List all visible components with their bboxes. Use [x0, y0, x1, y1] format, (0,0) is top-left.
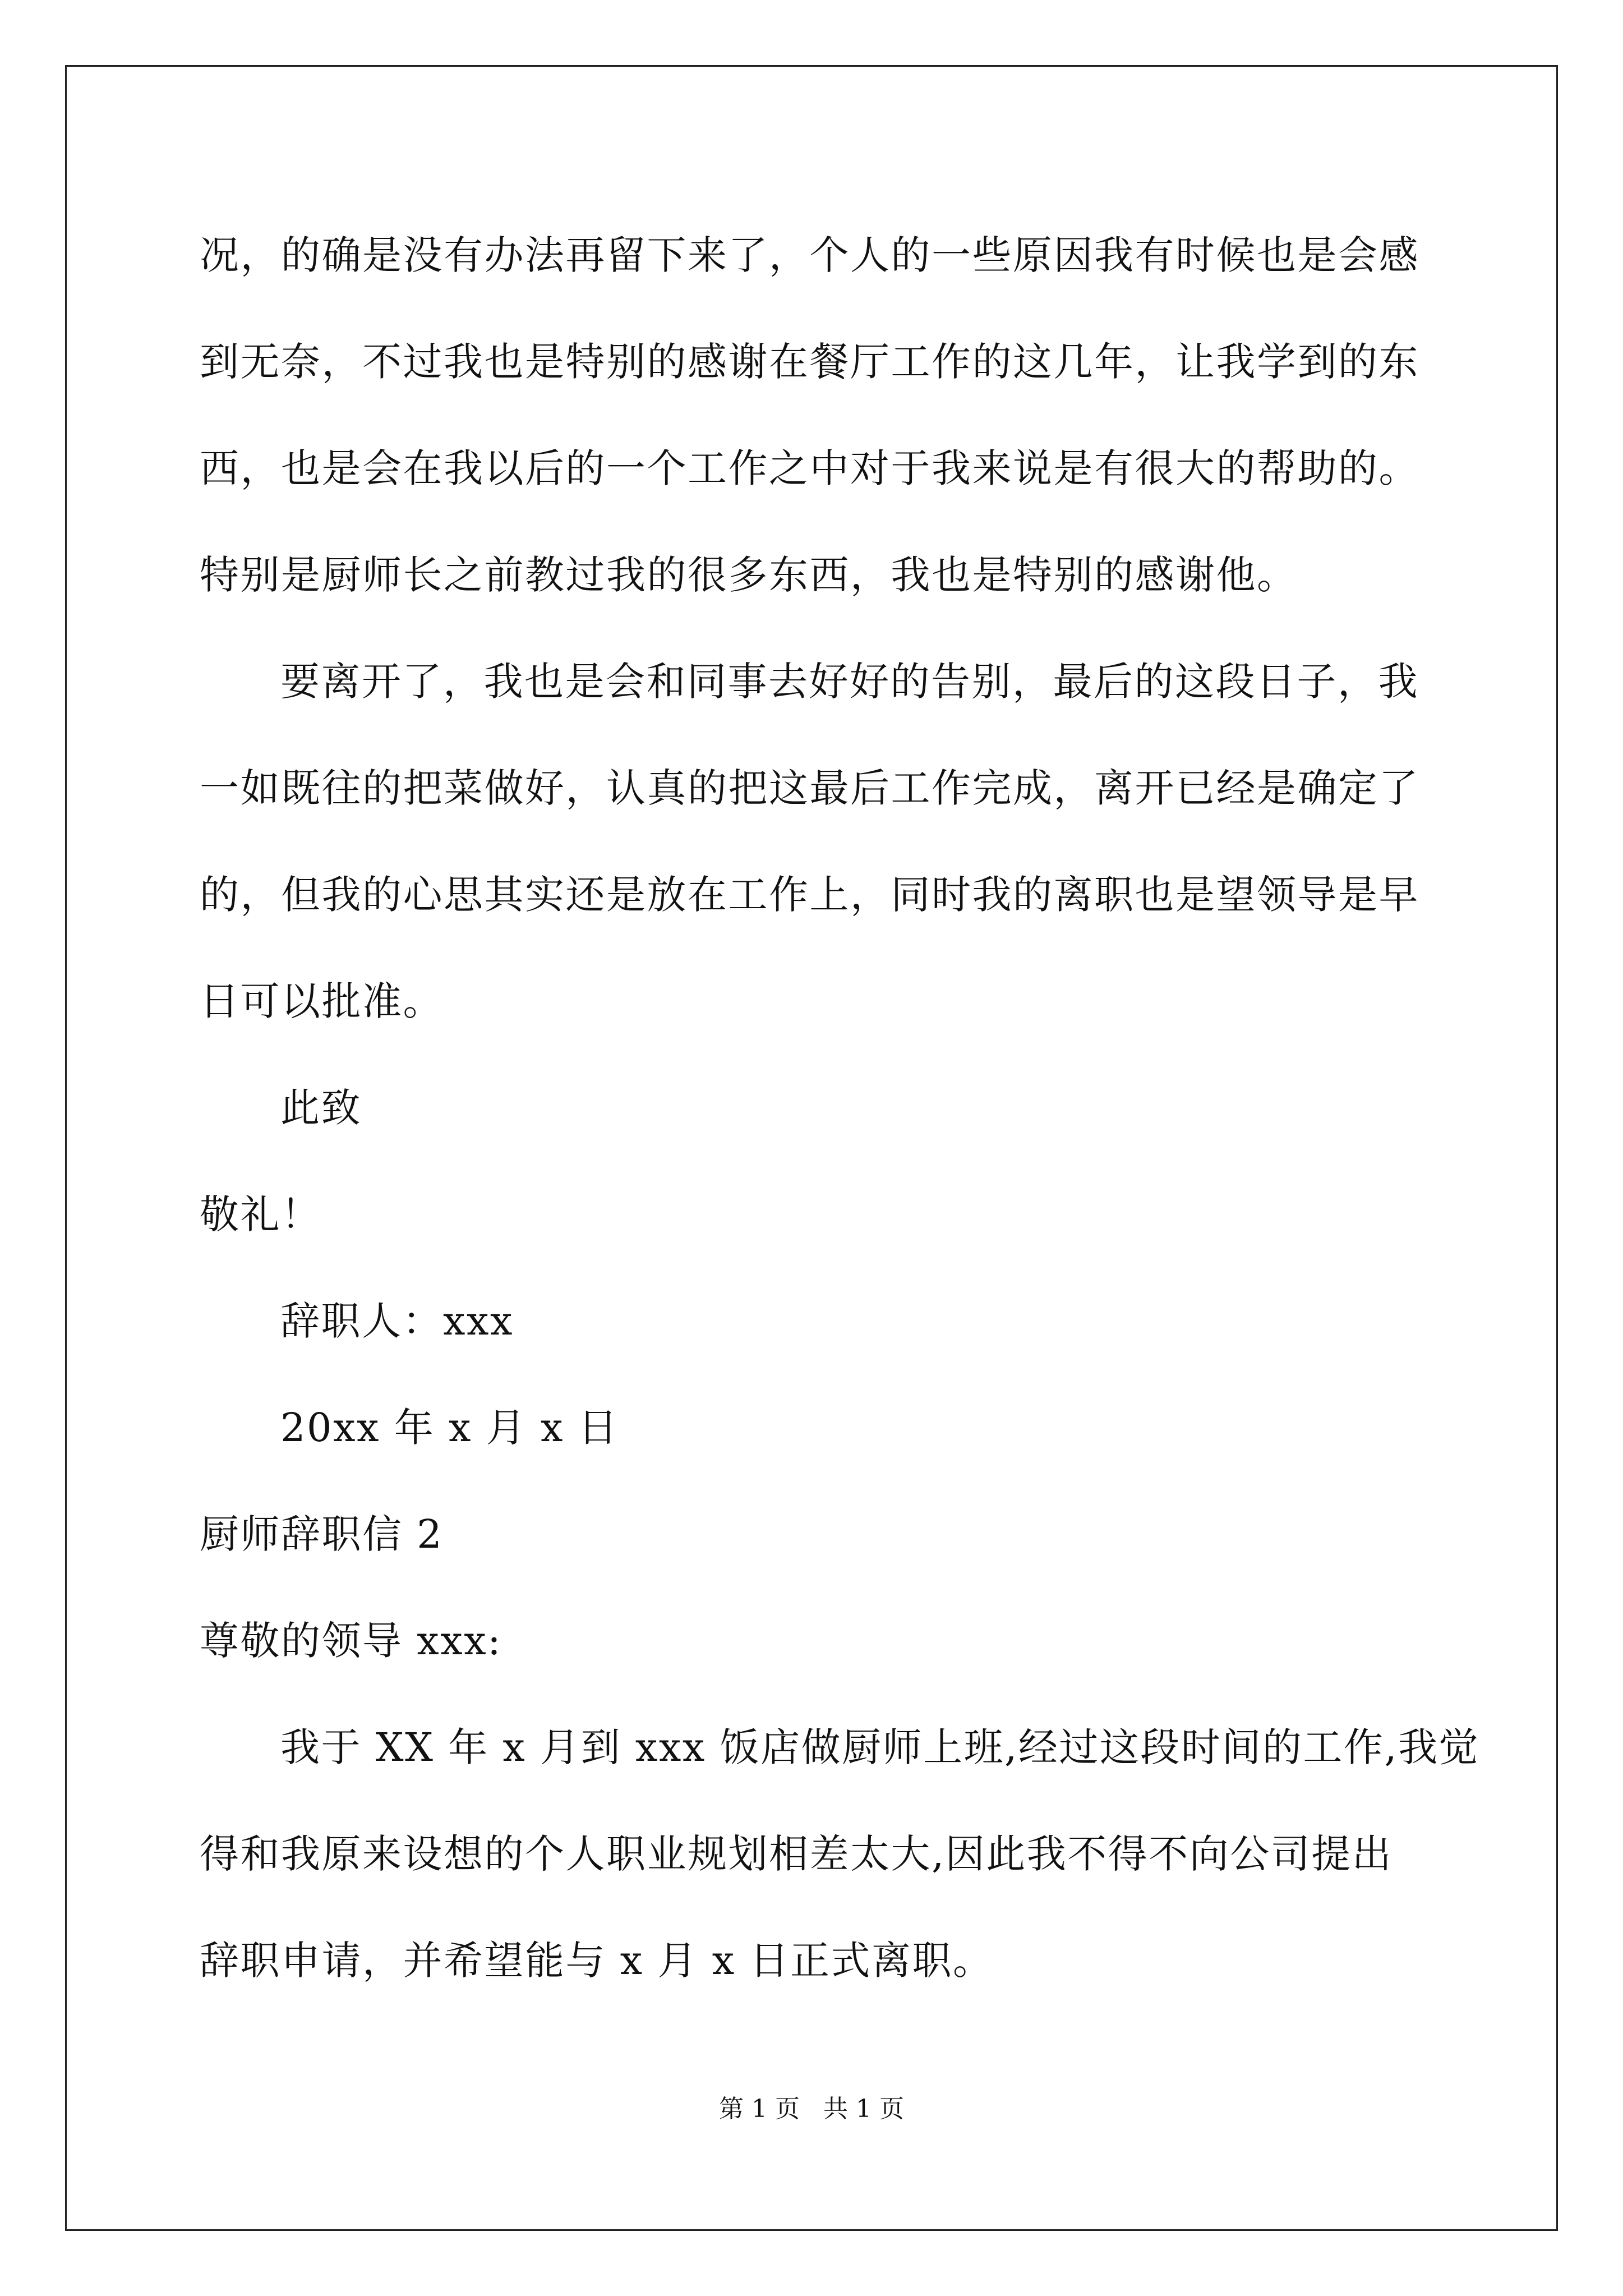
signatory-line: 辞职人：xxx [280, 1298, 514, 1344]
document-body [200, 202, 1480, 2014]
text-line-5: 要离开了，我也是会和同事去好好的告别，最后的这段日子，我 [280, 659, 1419, 705]
text-line-8: 日可以批准。 [200, 978, 444, 1024]
text-line-17: 辞职申请，并希望能与 x 月 x 日正式离职。 [200, 1938, 994, 1984]
text-line-15: 我于 XX 年 x 月到 xxx 饭店做厨师上班,经过这段时间的工作,我觉 [280, 1724, 1480, 1770]
text-line-7: 的，但我的心思其实还是放在工作上，同时我的离职也是望领导是早 [200, 872, 1419, 918]
text-line-2: 到无奈，不过我也是特别的感谢在餐厅工作的这几年，让我学到的东 [200, 339, 1419, 385]
text-line-6: 一如既往的把菜做好，认真的把这最后工作完成，离开已经是确定了 [200, 765, 1419, 811]
letter-title: 厨师辞职信 2 [200, 1511, 444, 1557]
text-line-4: 特别是厨师长之前教过我的很多东西，我也是特别的感谢他。 [200, 552, 1298, 598]
text-line-16: 得和我原来设想的个人职业规划相差太大,因此我不得不向公司提出 [200, 1831, 1393, 1877]
date-line: 20xx 年 x 月 x 日 [280, 1405, 619, 1451]
greeting-line: 尊敬的领导 xxx: [200, 1618, 502, 1664]
page-number-footer: 第 1 页 共 1 页 [719, 2095, 904, 2123]
text-line-1: 况，的确是没有办法再留下来了，个人的一些原因我有时候也是会感 [200, 232, 1419, 278]
regards-line: 敬礼！ [200, 1191, 322, 1237]
text-line-3: 西，也是会在我以后的一个工作之中对于我来说是有很大的帮助的。 [200, 445, 1419, 491]
salutation-line: 此致 [280, 1085, 362, 1131]
